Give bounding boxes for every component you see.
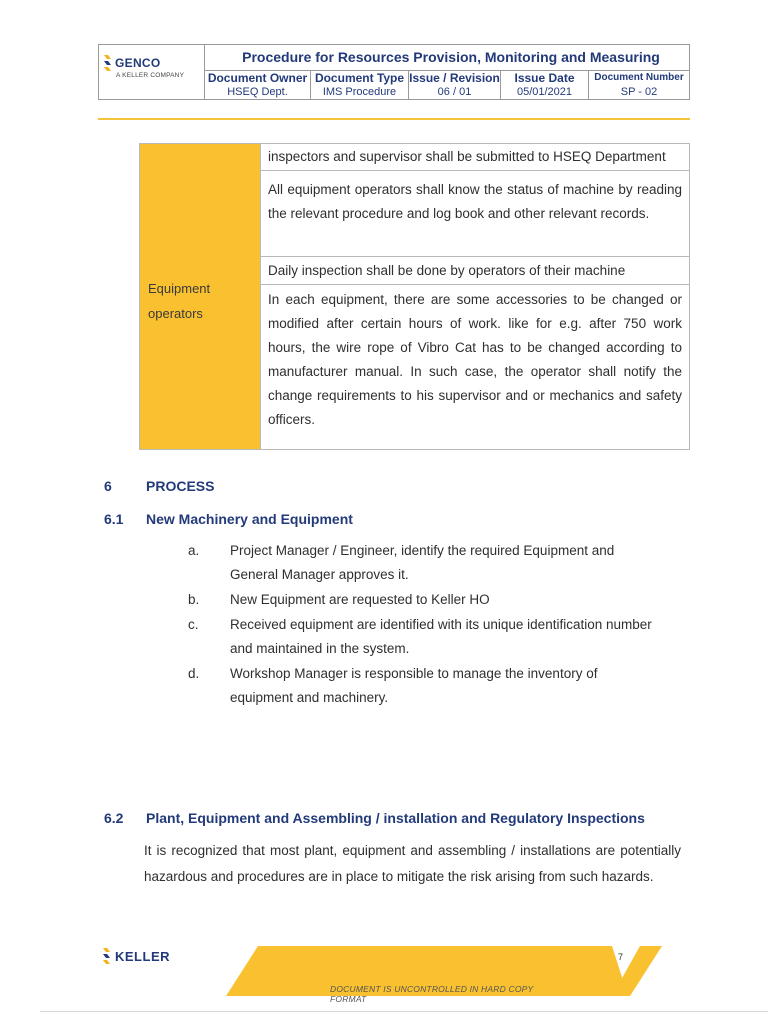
section-number: 6.2 — [104, 810, 124, 826]
list-marker: d. — [188, 666, 200, 681]
page-number: 7 — [618, 952, 624, 962]
role-label-line: Equipment — [148, 281, 211, 296]
list-marker: b. — [188, 592, 200, 607]
keller-logo — [102, 948, 170, 964]
cell-label: Issue / Revision — [409, 71, 500, 85]
page-bottom-edge — [40, 1011, 768, 1012]
logo-subtitle: A KELLER COMPANY — [116, 72, 185, 79]
section-title: Plant, Equipment and Assembling / installation and Regulatory Inspections — [146, 810, 645, 826]
uncontrolled-notice: DOCUMENT IS UNCONTROLLED IN HARD COPY FORMAT — [330, 984, 534, 1004]
logo-name: GENCO — [115, 56, 161, 70]
list-item-line: Workshop Manager is responsible to manage the inventory of — [230, 666, 598, 681]
list-item-line: Received equipment are identified with its unique identification number — [230, 617, 652, 632]
section-title: PROCESS — [146, 478, 215, 494]
section-number: 6.1 — [104, 511, 124, 527]
list-item-line: equipment and machinery. — [230, 690, 389, 705]
list-marker: c. — [188, 617, 199, 632]
cell-value: 06 / 01 — [437, 86, 472, 98]
document-title: Procedure for Resources Provision, Monitoring and Measuring — [205, 45, 689, 71]
cell-label: Issue Date — [514, 71, 575, 85]
list-item-line: General Manager approves it. — [230, 567, 409, 582]
row-text: inspectors and supervisor shall be submitted to HSEQ Department — [268, 149, 666, 164]
cell-label: Document Number — [594, 72, 684, 83]
list-item-line: and maintained in the system. — [230, 641, 410, 656]
cell-label: Document Type — [314, 71, 405, 85]
keller-chevron-icon — [102, 948, 111, 964]
cell-value: 05/01/2021 — [516, 86, 573, 98]
cell-label: Document Owner — [207, 71, 308, 85]
cell-value: IMS Procedure — [322, 86, 397, 98]
cell-value: SP - 02 — [620, 86, 658, 98]
row-text: All equipment operators shall know the status of machine by reading the relevant procedure and log book and other relevant records. — [268, 182, 682, 221]
role-label-line: operators — [148, 306, 203, 321]
row-text: Daily inspection shall be done by operators of their machine — [268, 263, 626, 278]
keller-logo-text: KELLER — [115, 948, 170, 964]
list-item-line: New Equipment are requested to Keller HO — [230, 592, 490, 607]
section-paragraph: It is recognized that most plant, equipment and assembling / installations are potentially hazardous and procedures are in place to mitigate the risk arising from such hazards. — [144, 843, 681, 884]
section-number: 6 — [104, 478, 112, 494]
cell-value: HSEQ Dept. — [227, 86, 288, 98]
section-title: New Machinery and Equipment — [146, 511, 353, 527]
list-marker: a. — [188, 543, 200, 558]
row-text: In each equipment, there are some accessories to be changed or modified after certain hours of work. like for e.g. after 750 work hours, the wire rope of Vibro Cat has to be changed according to manufacturer manual. In such case, the operator shall notify the change requirements to his supervisor and or mechanics and safety officers. — [268, 292, 682, 427]
list-item-line: Project Manager / Engineer, identify the required Equipment and — [230, 543, 615, 558]
